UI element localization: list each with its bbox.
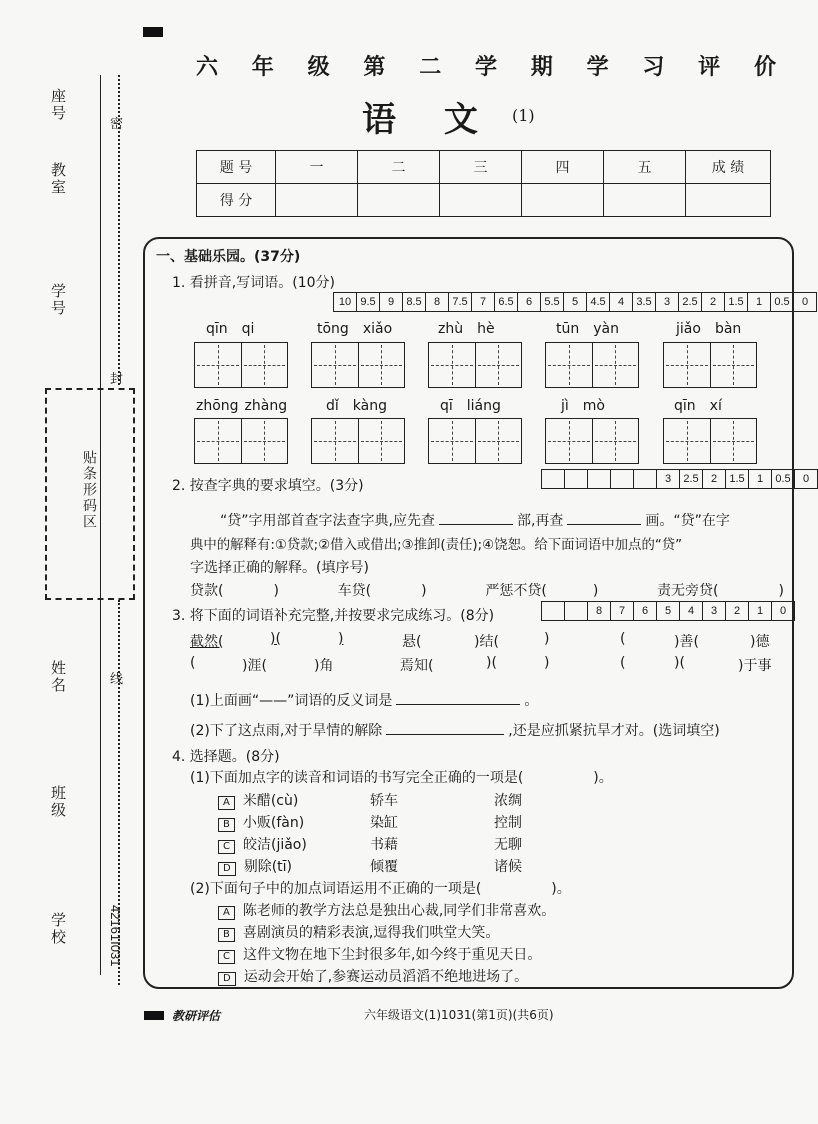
pinyin: tūn yàn bbox=[556, 321, 619, 337]
q2-title: 2. 按查字典的要求填空。(3分) bbox=[172, 478, 364, 494]
serial-number: 42161I031 bbox=[108, 905, 123, 967]
q4-option[interactable]: D 运动会开始了,参赛运动员滔滔不绝地进场了。 bbox=[218, 966, 528, 986]
q2-line2: 典中的解释有:①贷款;②借入或借出;③推卸(责任);④饶恕。给下面词语中加点的“贷” bbox=[190, 538, 683, 553]
score-col: 二 bbox=[358, 151, 440, 184]
answer-blank[interactable] bbox=[439, 524, 513, 525]
score-col: 一 bbox=[276, 151, 358, 184]
writing-grid[interactable] bbox=[311, 418, 405, 464]
subject-number: (1) bbox=[512, 106, 535, 125]
writing-grid[interactable] bbox=[194, 342, 288, 388]
pinyin: zhù hè bbox=[438, 321, 495, 337]
registration-mark-top bbox=[143, 27, 163, 37]
q3-sub2: (2)下了这点雨,对于旱情的解除 ,还是应抓紧抗旱才对。(选词填空) bbox=[190, 723, 720, 739]
q4-option[interactable]: B 喜剧演员的精彩表演,逗得我们哄堂大笑。 bbox=[218, 922, 499, 942]
q3-sub1: (1)上面画“——”词语的反义词是 。 bbox=[190, 693, 539, 709]
score-col: 四 bbox=[522, 151, 604, 184]
q1-score-scale: 10 9.5 9 8.5 8 7.5 7 6.5 6 5.5 5 4.5 4 3.5 3 2.5 2 1.5 1 0.5 0 bbox=[333, 292, 817, 312]
q4-option[interactable]: B 小贩(fàn) 染缸 控制 bbox=[218, 812, 304, 832]
q3-title: 3. 将下面的词语补充完整,并按要求完成练习。(8分) bbox=[172, 608, 495, 624]
answer-blank[interactable] bbox=[396, 704, 520, 705]
writing-grid[interactable] bbox=[194, 418, 288, 464]
q2-line1: “贷”字用部首查字法查字典,应先查 部,再查 画。“贷”在字 bbox=[220, 513, 730, 529]
footer-brand: 教研评估 bbox=[172, 1009, 221, 1023]
pinyin: jì mò bbox=[561, 398, 605, 414]
seal-mark-mi: 密 bbox=[110, 117, 124, 132]
pinyin: zhōng zhàng bbox=[196, 398, 288, 414]
q2-score-scale: 3 2.5 2 1.5 1 0.5 0 bbox=[541, 469, 818, 489]
q4-option[interactable]: C 皎洁(jiǎo) 书藉 无聊 bbox=[218, 834, 307, 854]
exam-title: 六 年 级 第 二 学 期 学 习 评 价 bbox=[196, 54, 776, 80]
seal-mark-xian: 线 bbox=[110, 672, 124, 687]
score-col: 三 bbox=[440, 151, 522, 184]
score-cell[interactable] bbox=[686, 184, 771, 217]
q4-option[interactable]: A 陈老师的教学方法总是独出心裁,同学们非常喜欢。 bbox=[218, 900, 555, 920]
pinyin: qī liáng bbox=[440, 398, 501, 414]
pinyin: jiǎo bàn bbox=[676, 321, 742, 337]
q4-sub1: (1)下面加点字的读音和词语的书写完全正确的一项是( )。 bbox=[190, 770, 613, 786]
seal-mark-feng: 封 bbox=[110, 372, 124, 387]
q2-items: 贷款( ) 车贷( ) 严惩不贷( ) 责无旁贷( ) bbox=[190, 583, 784, 599]
score-cell[interactable] bbox=[358, 184, 440, 217]
q4-option[interactable]: C 这件文物在地下尘封很多年,如今终于重见天日。 bbox=[218, 944, 541, 964]
pinyin: dǐ kàng bbox=[326, 398, 387, 414]
writing-grid[interactable] bbox=[311, 342, 405, 388]
writing-grid[interactable] bbox=[663, 342, 757, 388]
answer-blank[interactable] bbox=[567, 524, 641, 525]
score-header: 题 号 bbox=[197, 151, 276, 184]
classroom-label: 教室 bbox=[49, 162, 67, 196]
score-cell[interactable] bbox=[440, 184, 522, 217]
score-cell[interactable] bbox=[522, 184, 604, 217]
class-label: 班级 bbox=[49, 785, 67, 819]
score-col: 五 bbox=[604, 151, 686, 184]
footer-page-info: 六年级语文(1)1031(第1页)(共6页) bbox=[364, 1008, 554, 1022]
score-table bbox=[196, 150, 771, 217]
barcode-area bbox=[45, 388, 135, 600]
seat-number-label: 座号 bbox=[49, 88, 67, 122]
score-cell[interactable] bbox=[276, 184, 358, 217]
score-col: 成 绩 bbox=[686, 151, 771, 184]
writing-grid[interactable] bbox=[663, 418, 757, 464]
student-id-label: 学号 bbox=[49, 283, 67, 317]
pinyin: qīn qi bbox=[206, 321, 255, 337]
score-row-label: 得 分 bbox=[197, 184, 276, 217]
field-line bbox=[100, 75, 101, 145]
subject-title: 语 文 bbox=[362, 100, 496, 140]
registration-mark-bottom bbox=[144, 1011, 164, 1020]
barcode-area-label: 贴条形码区 bbox=[81, 450, 97, 530]
writing-grid[interactable] bbox=[428, 342, 522, 388]
section-title: 一、基础乐园。(37分) bbox=[156, 249, 301, 265]
name-label: 姓名 bbox=[49, 660, 67, 694]
writing-grid[interactable] bbox=[428, 418, 522, 464]
writing-grid[interactable] bbox=[545, 342, 639, 388]
q4-option[interactable]: A 米醋(cù) 轿车 浓绸 bbox=[218, 790, 298, 810]
q1-title: 1. 看拼音,写词语。(10分) bbox=[172, 275, 335, 291]
score-cell[interactable] bbox=[604, 184, 686, 217]
q3-score-scale: 8 7 6 5 4 3 2 1 0 bbox=[541, 601, 795, 621]
q4-sub2: (2)下面句子中的加点词语运用不正确的一项是( )。 bbox=[190, 881, 571, 897]
pinyin: qīn xí bbox=[674, 398, 722, 414]
answer-blank[interactable] bbox=[386, 734, 504, 735]
q4-option[interactable]: D 剔除(tī) 倾覆 诸候 bbox=[218, 856, 292, 876]
pinyin: tōng xiǎo bbox=[317, 321, 393, 337]
school-label: 学校 bbox=[49, 912, 67, 946]
q4-title: 4. 选择题。(8分) bbox=[172, 749, 280, 765]
writing-grid[interactable] bbox=[545, 418, 639, 464]
q2-line3: 字选择正确的解释。(填序号) bbox=[190, 560, 369, 576]
